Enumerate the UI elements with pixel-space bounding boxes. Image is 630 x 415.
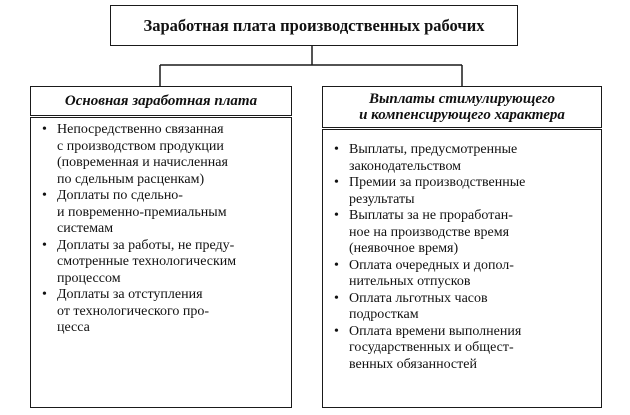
list-item-text: системам <box>57 221 114 236</box>
root-node-title: Заработная плата производственных рабочих <box>110 5 518 46</box>
right-items-list <box>334 142 594 373</box>
bullet-icon: • <box>334 290 339 306</box>
list-item-text: смотренные технологическим <box>57 254 237 269</box>
list-item <box>42 238 284 288</box>
list-item-text: результаты <box>349 191 415 207</box>
list-item-text: и повременно-премиальным <box>57 204 227 220</box>
bullet-icon: • <box>334 142 339 157</box>
heading-line: Выплаты стимулирующего <box>368 91 556 107</box>
left-category <box>30 86 292 408</box>
list-item-text: Оплата льготных часов <box>349 290 488 306</box>
list-item <box>334 258 594 291</box>
list-item-text: Оплата времени выполнения <box>349 323 522 339</box>
list-item-text: подросткам <box>349 307 419 322</box>
list-item-text: с производством продукции <box>57 138 224 154</box>
heading-line: и компенсирующего характера <box>359 107 565 123</box>
list-item-text: от технологического про- <box>57 303 210 319</box>
left-category-heading <box>30 86 292 116</box>
list-item-text: ное на производстве время <box>349 224 510 240</box>
right-category-heading <box>322 86 602 128</box>
bullet-icon: • <box>42 122 47 137</box>
list-item <box>334 291 594 324</box>
list-item-text: по сдельным расценкам) <box>57 171 205 187</box>
list-item <box>42 188 284 238</box>
list-item-text: Выплаты, предусмотренные <box>349 142 518 157</box>
list-item-text: Доплаты по сдельно- <box>57 188 183 203</box>
left-items-list <box>42 122 284 337</box>
bullet-icon: • <box>334 208 339 223</box>
bullet-icon: • <box>42 188 47 203</box>
list-item <box>42 287 284 337</box>
list-item-text: Оплата очередных и допол- <box>349 257 514 273</box>
bullet-icon: • <box>334 257 339 273</box>
list-item-text: Непосредственно связанная <box>57 122 224 137</box>
list-item-text: Доплаты за отступления <box>57 287 203 302</box>
bullet-icon: • <box>42 237 47 253</box>
list-item-text: цесса <box>57 320 90 335</box>
heading-line: Основная заработная плата <box>64 93 258 109</box>
list-item-text: Премии за производственные <box>349 175 526 190</box>
list-item-text: (неявочное время) <box>349 241 459 256</box>
list-item <box>334 324 594 374</box>
list-item-text: государственных и общест- <box>349 340 514 355</box>
list-item <box>334 175 594 208</box>
bullet-icon: • <box>334 323 339 339</box>
list-item-text: нительных отпусков <box>349 274 471 289</box>
bullet-icon: • <box>42 287 47 302</box>
list-item-text: Выплаты за не проработан- <box>349 208 513 223</box>
list-item <box>334 208 594 258</box>
list-item <box>42 122 284 188</box>
list-item-text: законодательством <box>349 158 462 174</box>
right-category <box>322 86 602 408</box>
list-item-text: Доплаты за работы, не преду- <box>57 237 235 253</box>
list-item-text: процессом <box>57 270 121 286</box>
list-item <box>334 142 594 175</box>
list-item-text: венных обязанностей <box>349 356 477 372</box>
bullet-icon: • <box>334 175 339 190</box>
list-item-text: (повременная и начисленная <box>57 155 228 170</box>
